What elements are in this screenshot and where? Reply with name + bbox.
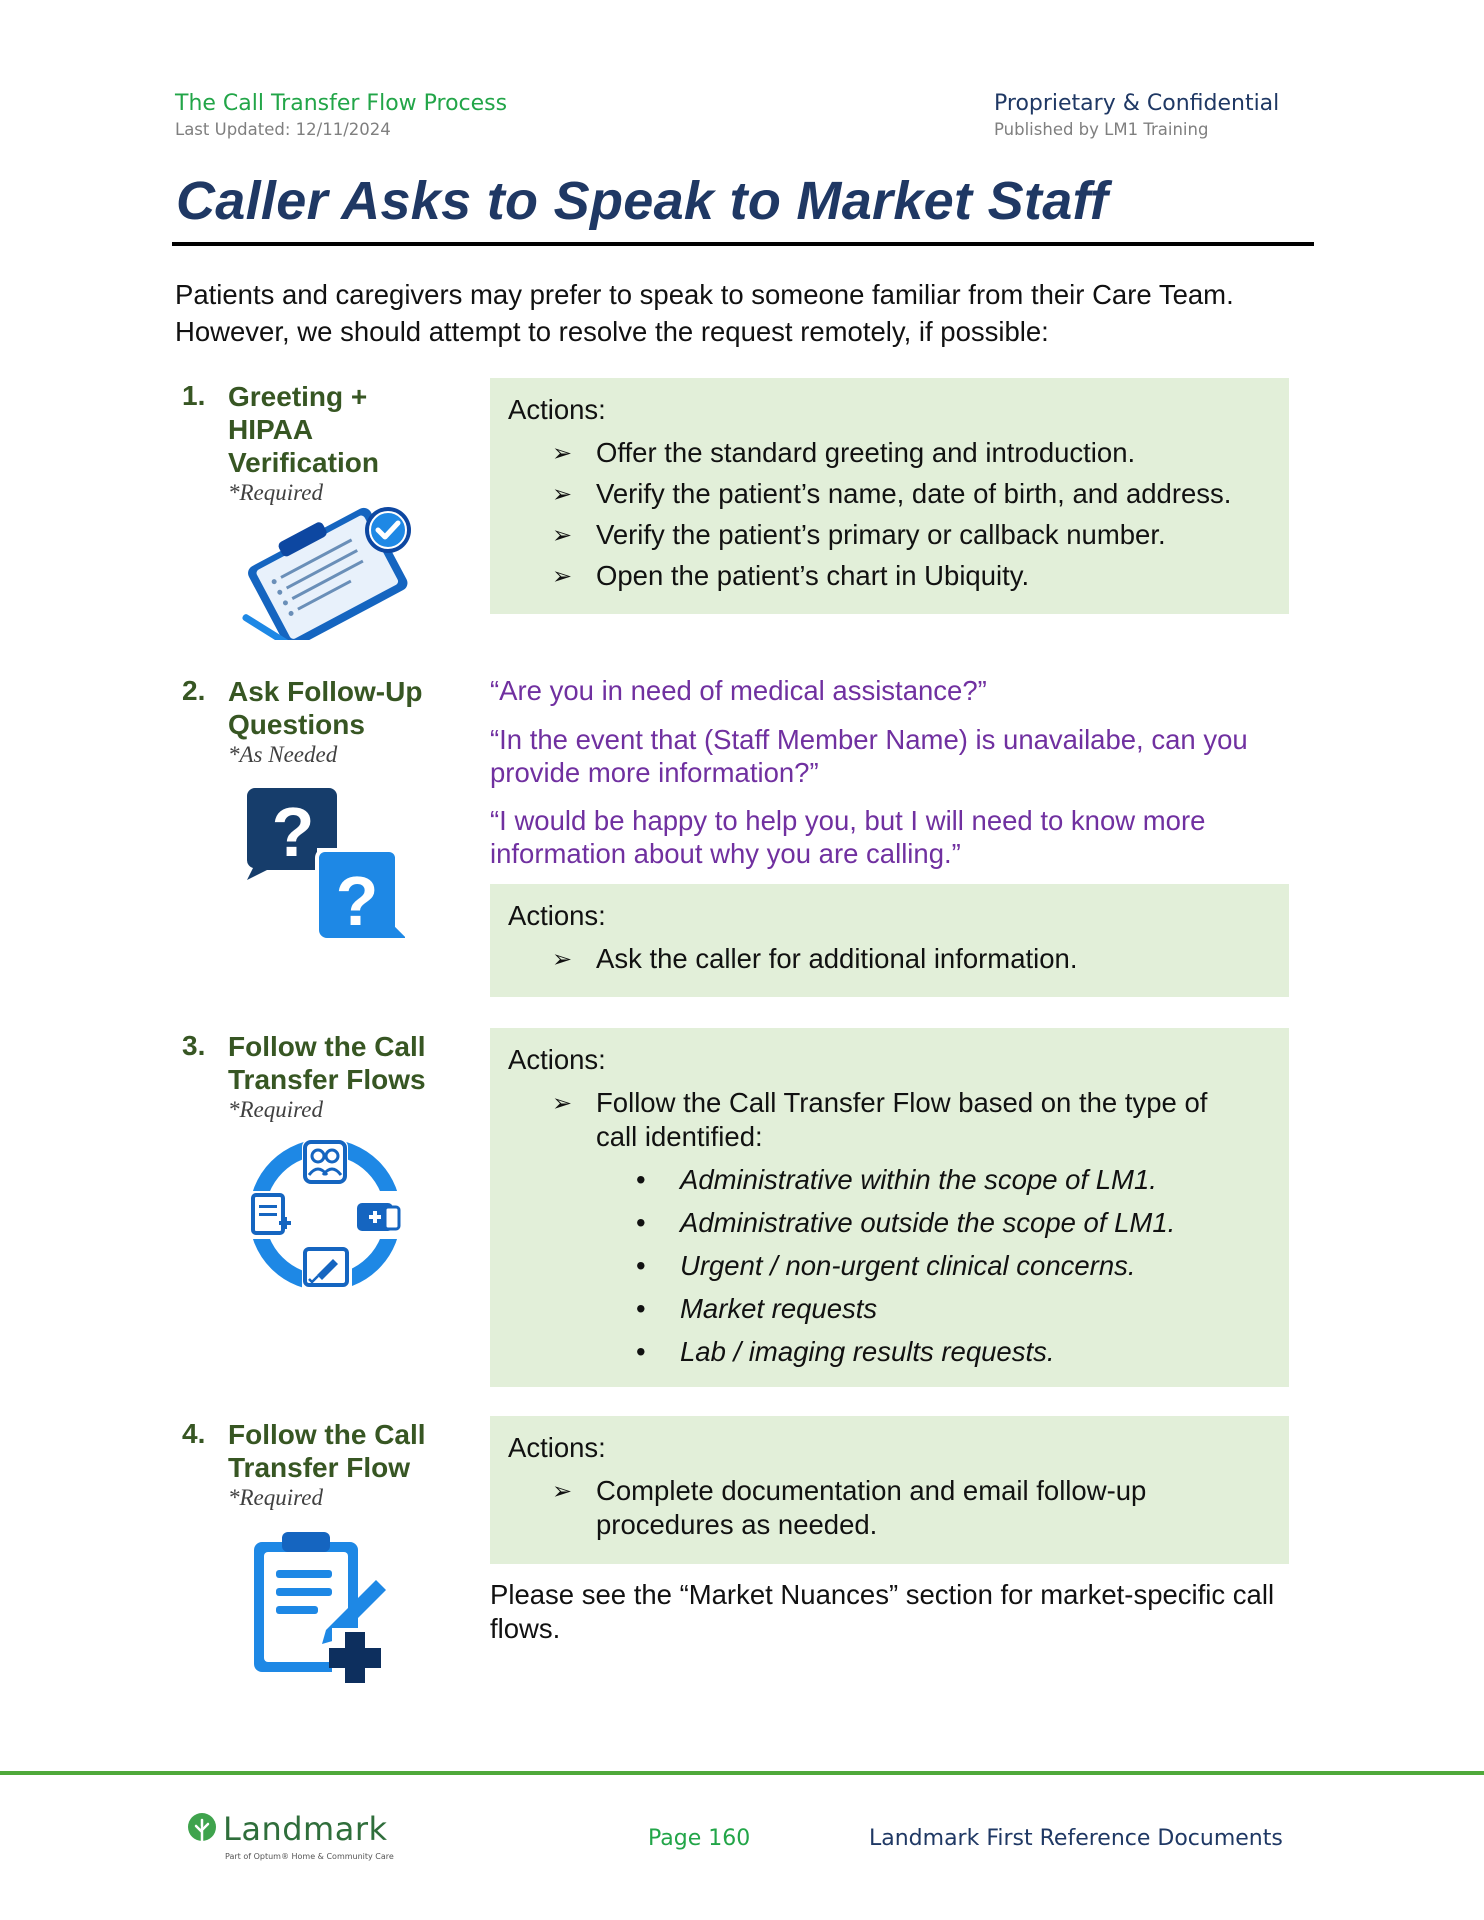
question-bubbles-icon — [245, 780, 405, 945]
market-nuances-note: Please see the “Market Nuances” section for market-specific call flows. — [490, 1579, 1275, 1644]
logo-wordmark: Landmark — [223, 1810, 388, 1848]
intro-paragraph — [175, 276, 1325, 350]
care-cycle-icon — [245, 1135, 405, 1295]
call-type-item: • Administrative outside the scope of LM1. — [636, 1207, 1176, 1238]
arrow-bullet-icon: ➢ — [552, 946, 573, 973]
step-requirement: *As Needed — [228, 742, 338, 767]
header-right — [994, 90, 1279, 142]
action-item: ➢ Verify the patient’s name, date of birth, and address. — [508, 477, 1271, 511]
arrow-bullet-icon: ➢ — [552, 1478, 573, 1505]
bullet-dot-icon: • — [636, 1164, 646, 1195]
arrow-bullet-icon: ➢ — [552, 1090, 573, 1117]
bullet-dot-icon: • — [636, 1250, 646, 1281]
step-label-line: Transfer Flow — [228, 1452, 411, 1483]
footer-reference: Landmark First Reference Documents — [869, 1826, 1283, 1851]
actions-heading: Actions: — [508, 900, 606, 931]
tree-logo-icon — [185, 1812, 219, 1846]
step-label-line: HIPAA — [228, 414, 314, 445]
step-number: 1. — [182, 380, 206, 411]
step-label-line: Questions — [228, 709, 365, 740]
doc-title: The Call Transfer Flow Process — [175, 91, 508, 116]
step-requirement: *Required — [228, 1485, 323, 1510]
step-3-actions-box — [490, 1028, 1289, 1387]
step-number: 3. — [182, 1030, 206, 1061]
step-1-actions-box — [490, 378, 1289, 614]
step-label-line: Follow the Call — [228, 1419, 426, 1450]
clipboard-check-icon — [235, 505, 415, 640]
actions-heading: Actions: — [508, 394, 606, 425]
step-requirement: *Required — [228, 1097, 323, 1122]
svg-text:?: ? — [335, 862, 379, 940]
action-item: ➢ Ask the caller for additional information. — [508, 942, 1271, 976]
actions-heading: Actions: — [508, 1432, 606, 1463]
step-label — [228, 380, 458, 507]
confidential-label: Proprietary & Confidential — [994, 91, 1280, 116]
logo-tagline: Part of Optum® Home & Community Care — [225, 1852, 394, 1861]
step-2-actions-box — [490, 884, 1289, 997]
title-divider — [172, 242, 1314, 246]
step-label — [228, 1418, 458, 1512]
arrow-bullet-icon: ➢ — [552, 481, 573, 508]
actions-heading: Actions: — [508, 1044, 606, 1075]
step-4-actions-box — [490, 1416, 1289, 1564]
intro-line-2: However, we should attempt to resolve the request remotely, if possible: — [175, 316, 1049, 347]
action-item: ➢ Complete documentation and email follow-up procedures as needed. — [552, 1475, 1147, 1540]
last-updated: Last Updated: 12/11/2024 — [175, 120, 391, 139]
action-item: ➢ Offer the standard greeting and introduction. — [508, 436, 1271, 470]
svg-text:?: ? — [271, 793, 315, 871]
action-item: ➢ Open the patient’s chart in Ubiquity. — [508, 559, 1271, 593]
header-left — [175, 90, 507, 142]
page-number: Page 160 — [648, 1826, 751, 1851]
step-label-line: Ask Follow-Up — [228, 676, 423, 707]
step-label-line: Follow the Call — [228, 1031, 426, 1062]
call-type-item: • Market requests — [636, 1293, 878, 1324]
published-by: Published by LM1 Training — [994, 120, 1209, 139]
intro-line-1: Patients and caregivers may prefer to speak to someone familiar from their Care Team. — [175, 279, 1234, 310]
step-label-line: Transfer Flows — [228, 1064, 426, 1095]
call-type-item: • Urgent / non-urgent clinical concerns. — [636, 1250, 1136, 1281]
bullet-dot-icon: • — [636, 1293, 646, 1324]
quote-happy-to-help: “I would be happy to help you, but I will need to know more information about why you are calling.” — [490, 805, 1206, 869]
step-label-line: Verification — [228, 447, 379, 478]
landmark-logo — [185, 1810, 394, 1861]
clipboard-medical-icon — [248, 1528, 398, 1683]
arrow-bullet-icon: ➢ — [552, 440, 573, 467]
step-number: 4. — [182, 1418, 206, 1449]
bullet-dot-icon: • — [636, 1207, 646, 1238]
quote-more-information: “In the event that (Staff Member Name) is unavailabe, can you provide more information?” — [490, 724, 1248, 788]
step-label-line: Greeting + — [228, 381, 368, 412]
arrow-bullet-icon: ➢ — [552, 522, 573, 549]
step-label — [228, 1030, 458, 1124]
step-number: 2. — [182, 675, 206, 706]
step-label — [228, 675, 458, 769]
call-type-item: • Administrative within the scope of LM1. — [636, 1164, 1157, 1195]
quote-medical-assistance: “Are you in need of medical assistance?” — [490, 675, 987, 706]
call-type-item: • Lab / imaging results requests. — [636, 1336, 1055, 1367]
action-item: ➢ Follow the Call Transfer Flow based on the type of call identified: — [552, 1087, 1208, 1152]
bullet-dot-icon: • — [636, 1336, 646, 1367]
action-item: ➢ Verify the patient’s primary or callback number. — [508, 518, 1271, 552]
page-title: Caller Asks to Speak to Market Staff — [176, 171, 1109, 231]
step-requirement: *Required — [228, 480, 323, 505]
footer-divider — [0, 1771, 1484, 1775]
arrow-bullet-icon: ➢ — [552, 563, 573, 590]
